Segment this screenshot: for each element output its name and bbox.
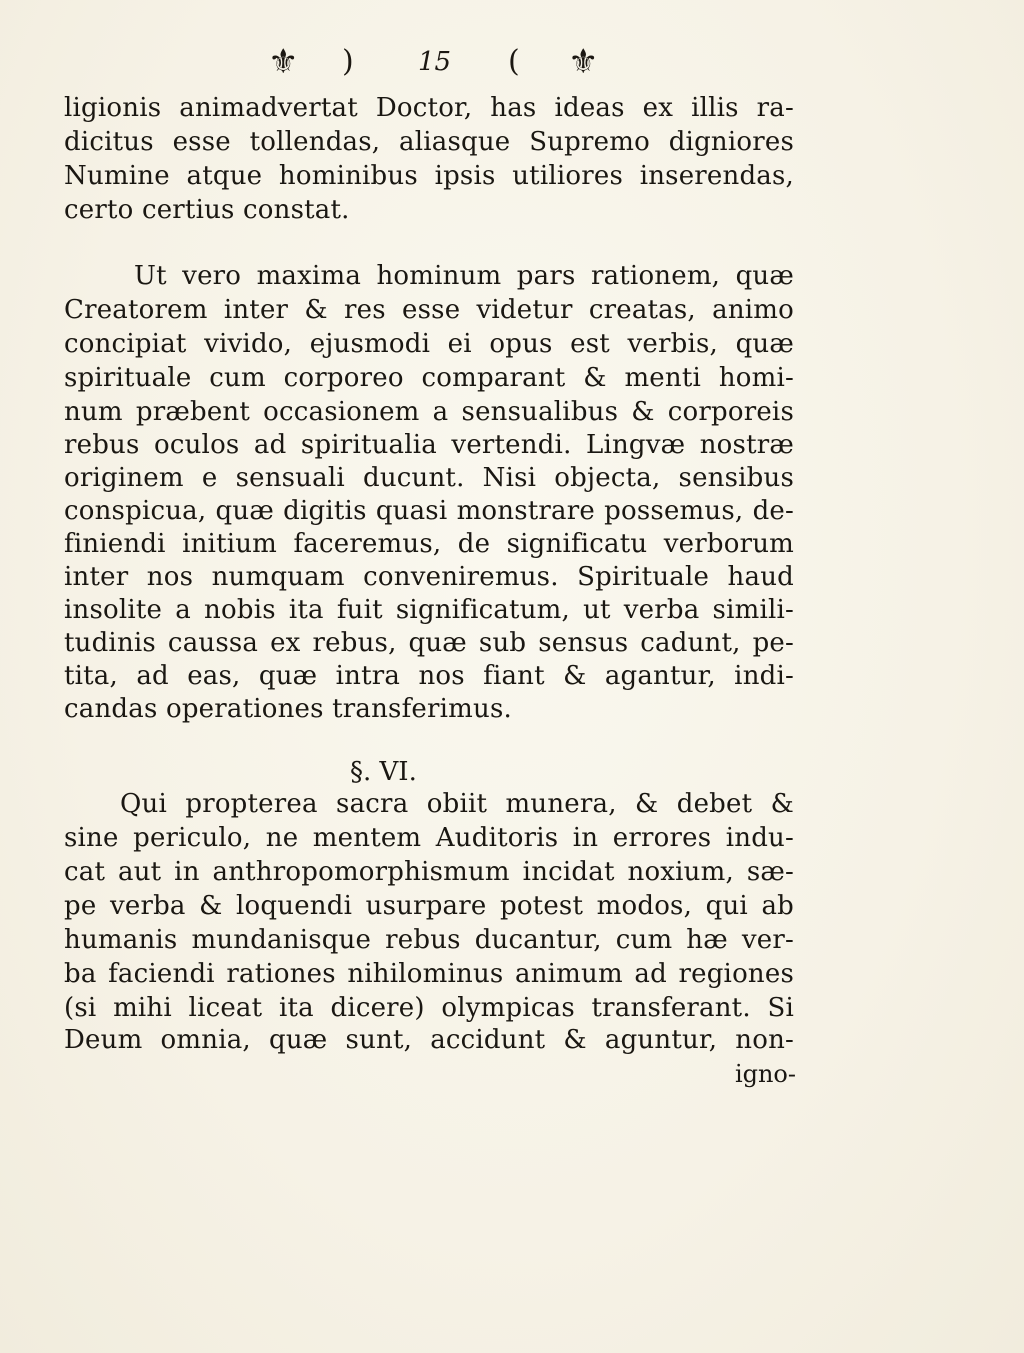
text-line: certo certius constat. — [64, 195, 350, 225]
text-line: sine periculo, ne mentem Auditoris in errores indu- — [64, 823, 794, 853]
header-paren-left: ) — [342, 44, 354, 79]
text-line: inter nos numquam conveniremus. Spirituale haud — [64, 562, 794, 592]
text-line: candas operationes transferimus. — [64, 694, 512, 724]
text-line: (si mihi liceat ita dicere) olympicas transferant. Si — [64, 993, 794, 1023]
text-line: num præbent occasionem a sensualibus & corporeis — [64, 397, 794, 427]
fleuron-left-icon: ⚜ — [268, 42, 299, 82]
catchword: igno- — [734, 1060, 796, 1088]
page-header — [250, 42, 630, 82]
page-number: 15 — [418, 47, 452, 77]
text-line: spirituale cum corporeo comparant & menti homi- — [64, 363, 794, 393]
text-line: ba faciendi rationes nihilominus animum ad regiones — [64, 959, 794, 989]
text-line: concipiat vivido, ejusmodi ei opus est verbis, quæ — [64, 329, 794, 359]
text-line: Deum omnia, quæ sunt, accidunt & aguntur, non- — [64, 1025, 794, 1055]
fleuron-right-icon: ⚜ — [568, 42, 599, 82]
text-line: humanis mundanisque rebus ducantur, cum hæ ver- — [64, 925, 794, 955]
text-line: finiendi initium faceremus, de significatu verborum — [64, 529, 794, 559]
text-line: cat aut in anthropomorphismum incidat noxium, sæ- — [64, 857, 794, 887]
text-line: Numine atque hominibus ipsis utiliores inserendas, — [64, 161, 794, 191]
text-line: pe verba & loquendi usurpare potest modos, qui ab — [64, 891, 794, 921]
header-paren-right: ( — [508, 44, 520, 79]
text-line: Creatorem inter & res esse videtur creatas, animo — [64, 295, 794, 325]
text-line: rebus oculos ad spiritualia vertendi. Lingvæ nostræ — [64, 430, 794, 460]
text-line: tita, ad eas, quæ intra nos fiant & agantur, indi- — [64, 661, 794, 691]
text-line: conspicua, quæ digitis quasi monstrare possemus, de- — [64, 496, 794, 526]
text-line: insolite a nobis ita fuit significatum, ut verba simili- — [64, 595, 794, 625]
text-line: Ut vero maxima hominum pars rationem, quæ — [134, 261, 794, 291]
text-line: tudinis caussa ex rebus, quæ sub sensus cadunt, pe- — [64, 628, 794, 658]
text-line: originem e sensuali ducunt. Nisi objecta, sensibus — [64, 463, 794, 493]
text-line: ligionis animadvertat Doctor, has ideas ex illis ra- — [64, 93, 794, 123]
section-heading: §. VI. — [350, 757, 417, 787]
text-line: Qui propterea sacra obiit munera, & debet & — [120, 789, 794, 819]
text-line: dicitus esse tollendas, aliasque Supremo digniores — [64, 127, 794, 157]
